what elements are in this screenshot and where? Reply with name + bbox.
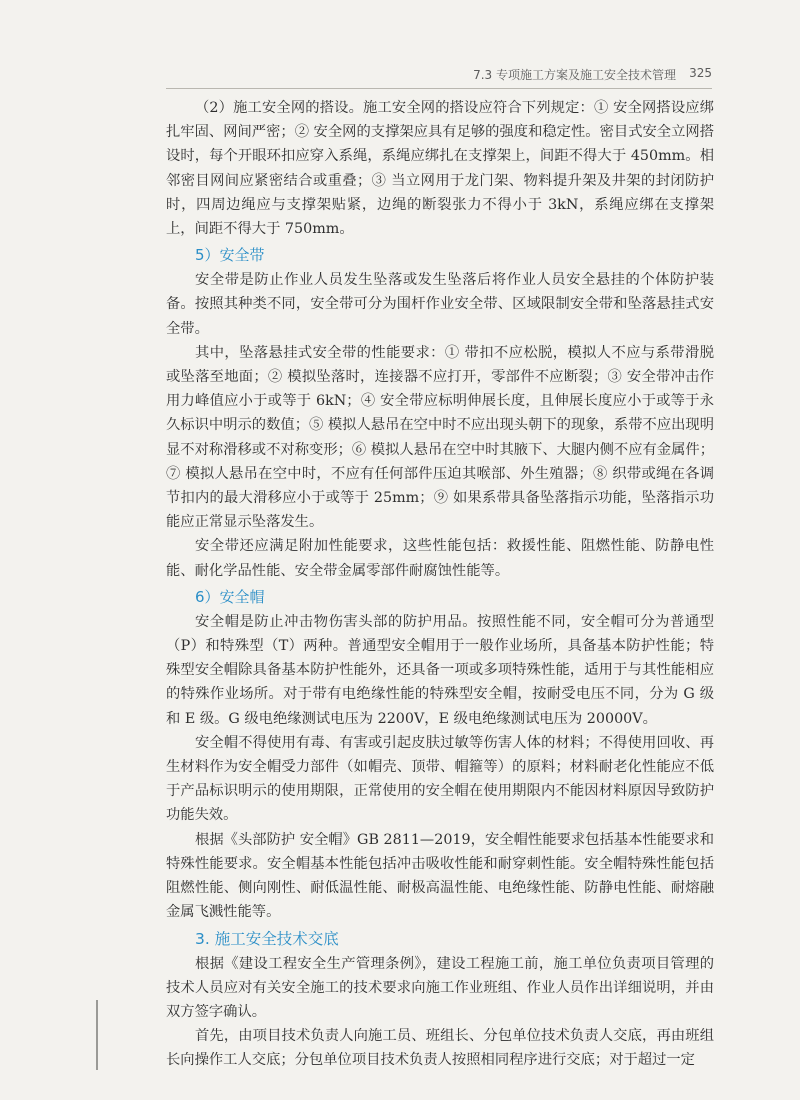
heading-safety-helmet: 6）安全帽 <box>195 587 265 606</box>
binding-edge-shadow <box>96 1000 98 1070</box>
heading-technical-briefing: 3. 施工安全技术交底 <box>195 929 339 948</box>
paragraph-briefing-procedure: 首先，由项目技术负责人向施工员、班组长、分包单位技术负责人交底，再由班组长向操作工人交底；分包单位项目技术负责人按照相同程序进行交底；对于超过一定 <box>166 1028 714 1069</box>
paragraph-belt-definition: 安全带是防止作业人员发生坠落或发生坠落后将作业人员安全悬挂的个体防护装备。按照其种类不同，安全带可分为围杆作业安全带、区域限制安全带和坠落悬挂式安全带。 <box>166 272 714 337</box>
paragraph-helmet-definition: 安全帽是防止冲击物伤害头部的防护用品。按照性能不同，安全帽可分为普通型（P）和特殊型（T）两种。普通型安全帽用于一般作业场所，具备基本防护性能；特殊型安全帽除具备基本防护性能外，还具备一项或多项特殊性能，适用于与其性能相应的特殊作业场所。对于带有电绝缘性能的特殊型安全帽，按耐受电压不同，分为 G 级和 E 级。G 级电绝缘测试电压为 2200V，E 级电绝缘测试电压为 20000V。 <box>166 613 714 727</box>
header-section-title: 7.3 专项施工方案及施工安全技术管理 <box>473 68 676 82</box>
page-number: 325 <box>689 66 712 80</box>
running-header <box>166 62 712 89</box>
paragraph-belt-additional: 安全带还应满足附加性能要求，这些性能包括：救援性能、阻燃性能、防静电性能、耐化学品性能、安全带金属零部件耐腐蚀性能等。 <box>166 538 714 579</box>
paragraph-briefing-regulation: 根据《建设工程安全生产管理条例》，建设工程施工前，施工单位负责项目管理的技术人员应对有关安全施工的技术要求向施工作业班组、作业人员作出详细说明，并由双方签字确认。 <box>166 955 714 1020</box>
paragraph-helmet-materials: 安全帽不得使用有毒、有害或引起皮肤过敏等伤害人体的材料；不得使用回收、再生材料作为安全帽受力部件（如帽壳、顶带、帽箍等）的原料；材料耐老化性能应不低于产品标识明示的使用期限，正常使用的安全帽在使用期限内不能因材料原因导致防护功能失效。 <box>166 734 714 824</box>
heading-safety-belt: 5）安全带 <box>195 246 265 265</box>
paragraph-helmet-standard: 根据《头部防护 安全帽》GB 2811—2019，安全帽性能要求包括基本性能要求和特殊性能要求。安全帽基本性能包括冲击吸收性能和耐穿刺性能。安全帽特殊性能包括阻燃性能、侧向刚性、耐低温性能、耐极高温性能、电绝缘性能、防静电性能、耐熔融金属飞溅性能等。 <box>166 831 714 921</box>
paragraph-belt-requirements: 其中，坠落悬挂式安全带的性能要求：① 带扣不应松脱，模拟人不应与系带滑脱或坠落至地面；② 模拟坠落时，连接器不应打开，零部件不应断裂；③ 安全带冲击作用力峰值应小于或等于 6kN；④ 安全带应标明伸展长度，且伸展长度应小于或等于永久标识中明示的数值；⑤ 模拟人悬吊在空中时不应出现头朝下的现象，系带不应出现明显不对称滑移或不对称变形；⑥ 模拟人悬吊在空中时其腋下、大腿内侧不应有金属件；⑦ 模拟人悬吊在空中时，不应有任何部件压迫其喉部、外生殖器；⑧ 织带或绳在各调节扣内的最大滑移应小于或等于 25mm；⑨ 如果系带具备坠落指示功能，坠落指示功能应正常显示坠落发生。 <box>166 344 714 531</box>
page-content <box>166 96 714 1073</box>
paragraph-safety-net: （2）施工安全网的搭设。施工安全网的搭设应符合下列规定：① 安全网搭设应绑扎牢固、网间严密；② 安全网的支撑架应具有足够的强度和稳定性。密目式安全立网搭设时，每个开眼环扣应穿入系绳，系绳应绑扎在支撑架上，间距不得大于 450mm。相邻密目网间应紧密结合或重叠；③ 当立网用于龙门架、物料提升架及井架的封闭防护时，四周边绳应与支撑架贴紧，边绳的断裂张力不得小于 3kN，系绳应绑在支撑架上，间距不得大于 750mm。 <box>166 100 714 238</box>
